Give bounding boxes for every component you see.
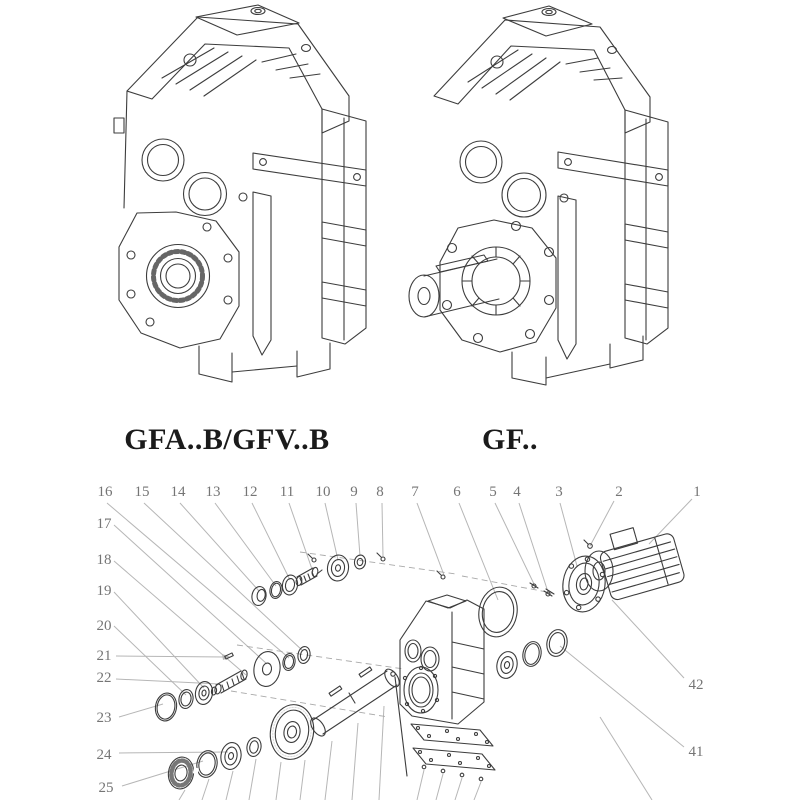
figure-gf-drawing xyxy=(409,6,668,385)
part-flange-gasket xyxy=(475,584,521,640)
part-intermediate-pinion xyxy=(211,669,248,695)
caption-gfab: GFA..B/GFV..B xyxy=(124,423,330,456)
callout-11: 11 xyxy=(279,484,295,500)
part-motor xyxy=(585,518,686,601)
part-washer-small xyxy=(354,554,367,569)
callout-18: 18 xyxy=(96,552,112,568)
part-oil-seal xyxy=(544,628,569,659)
part-ring-third xyxy=(177,688,194,709)
part-bearing-input xyxy=(494,650,519,681)
callout-5: 5 xyxy=(489,484,497,500)
part-ball-bearing xyxy=(166,755,196,791)
callout-17: 17 xyxy=(96,516,112,532)
callout-15: 15 xyxy=(134,484,150,500)
callout-2: 2 xyxy=(615,484,623,500)
part-washer-gear xyxy=(252,650,283,688)
callout-7: 7 xyxy=(411,484,419,500)
part-key xyxy=(225,653,234,659)
callout-19: 19 xyxy=(96,583,112,599)
callout-25: 25 xyxy=(98,780,114,796)
callout-23: 23 xyxy=(96,710,112,726)
callout-16: 16 xyxy=(97,484,113,500)
callout-14: 14 xyxy=(170,484,186,500)
callout-12: 12 xyxy=(242,484,258,500)
callout-13: 13 xyxy=(205,484,221,500)
part-output-shaft xyxy=(308,667,402,739)
callout-21: 21 xyxy=(96,648,112,664)
exploded-diagram xyxy=(97,484,704,800)
part-big-gear xyxy=(266,701,318,763)
callout-6: 6 xyxy=(453,484,461,500)
callout-41: 41 xyxy=(688,744,704,760)
part-end-cup xyxy=(250,585,267,606)
part-circlip-input xyxy=(521,640,544,668)
callout-9: 9 xyxy=(350,484,358,500)
callout-22: 22 xyxy=(96,670,112,686)
part-circlip-output xyxy=(192,748,219,779)
callout-8: 8 xyxy=(376,484,384,500)
part-housing xyxy=(400,595,484,724)
part-ring-mid-1 xyxy=(282,653,297,672)
callout-4: 4 xyxy=(513,484,521,500)
part-bearing-output xyxy=(219,741,243,771)
callout-3: 3 xyxy=(555,484,563,500)
caption-gf: GF.. xyxy=(482,423,538,456)
figure-gfab-drawing xyxy=(114,5,366,382)
part-small-bolts xyxy=(308,540,592,596)
callout-1: 1 xyxy=(693,484,701,500)
part-cover-bolts xyxy=(422,765,483,781)
part-washer-output xyxy=(245,736,262,757)
part-circlip-small xyxy=(269,581,284,600)
callout-42: 42 xyxy=(688,677,704,693)
part-cover-gasket xyxy=(411,724,493,746)
part-o-ring xyxy=(153,691,179,722)
callout-20: 20 xyxy=(96,618,112,634)
callout-10: 10 xyxy=(315,484,331,500)
callout-24: 24 xyxy=(96,747,112,763)
part-pinion-shaft xyxy=(295,567,322,586)
